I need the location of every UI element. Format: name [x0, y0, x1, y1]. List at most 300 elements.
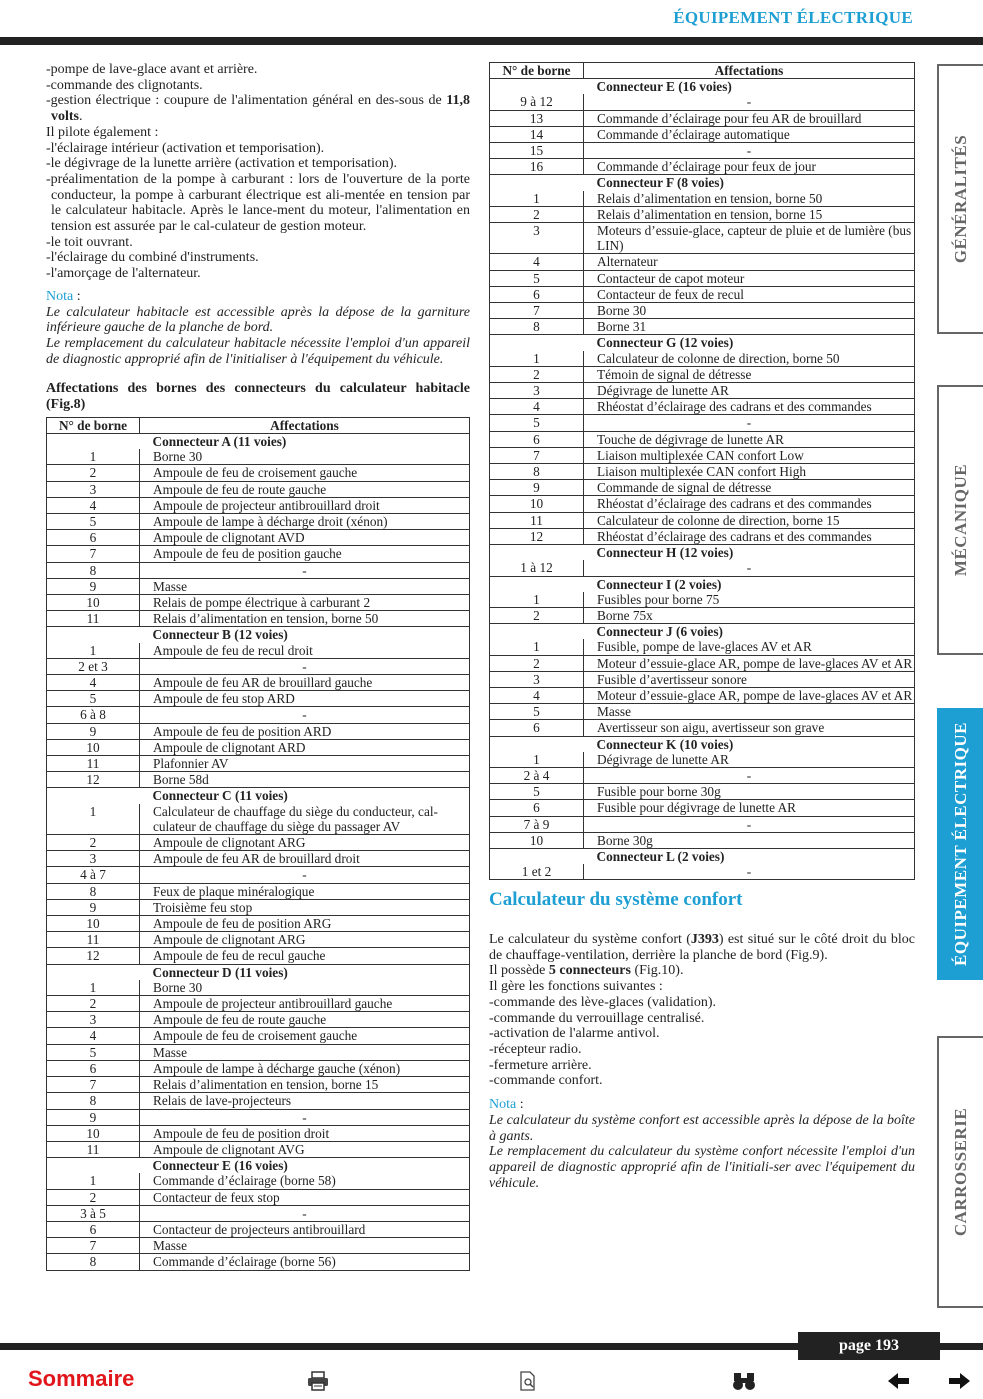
table-row: [47, 1028, 470, 1044]
table-row: [490, 270, 915, 286]
table-row: [47, 932, 470, 948]
affectation: Ampoule de clignotant AVG: [140, 1141, 470, 1157]
connector-group-row: [490, 736, 915, 752]
side-tab-equipement-electrique[interactable]: ÉQUIPEMENT ÉLECTRIQUE: [937, 708, 983, 980]
borne-number: 1: [490, 191, 584, 207]
table-row: [490, 687, 915, 703]
affectation: Ampoule de feu de position gauche: [140, 546, 470, 562]
borne-number: 1: [47, 1173, 140, 1189]
table-row: [490, 206, 915, 222]
connector-name: Connecteur A (11 voies): [152, 433, 287, 449]
connector-name: Connecteur C (11 voies): [152, 788, 288, 804]
right-column: [489, 62, 915, 1191]
connector-name: Connecteur F (8 voies): [596, 175, 724, 191]
affectation: -: [584, 415, 915, 431]
borne-number: 10: [490, 496, 584, 512]
search-document-icon[interactable]: [517, 1370, 543, 1392]
borne-number: 2: [490, 607, 584, 623]
affectation: Relais de pompe électrique à carburant 2: [140, 595, 470, 611]
table-row: [490, 752, 915, 768]
printer-icon[interactable]: [306, 1370, 332, 1392]
side-tab-mecanique[interactable]: MÉCANIQUE: [937, 385, 983, 655]
connector-group-row: [490, 335, 915, 351]
borne-number: 5: [47, 1044, 140, 1060]
affectation: Ampoule de feu de position ARD: [140, 723, 470, 739]
affectation: Ampoule de feu de croisement gauche: [140, 465, 470, 481]
affectation: Rhéostat d’éclairage des cadrans et des commandes: [584, 496, 915, 512]
borne-number: 1: [47, 449, 140, 465]
affectation: Relais d’alimentation en tension, borne 50: [140, 611, 470, 627]
connector-group-row: [47, 627, 470, 643]
table-row: [490, 191, 915, 207]
borne-number: 2: [490, 366, 584, 382]
nota-1-line-2: Le remplacement du calculateur habitacle nécessite l'emploi d'un appareil de diagnostic approprié afin de l'initialiser à l'équipement du véhicule.: [46, 335, 470, 367]
table-row: [47, 658, 470, 674]
borne-number: 1: [490, 752, 584, 768]
confort-line: -récepteur radio.: [489, 1041, 582, 1057]
borne-number: 3: [47, 1012, 140, 1028]
affectation: -: [140, 658, 470, 674]
affectation: Fusible, pompe de lave-glaces AV et AR: [584, 639, 915, 655]
table-row: [490, 720, 915, 736]
table-row: [490, 816, 915, 832]
intro-line: -pompe de lave-glace avant et arrière.: [46, 62, 258, 77]
table-row: [490, 864, 915, 880]
borne-number: 11: [47, 1141, 140, 1157]
borne-number: 11: [490, 512, 584, 528]
intro-line: -préalimentation de la pompe à carburant : lors de l'ouverture de la porte conducteur, la pompe à carburant électrique est ali-mentée en tension par le calculateur habitacle. Après le lance-ment du moteur, l'alimentation en tension est assurée par le cal-culateur de gestion moteur.: [46, 171, 470, 235]
table-row: [47, 1012, 470, 1028]
affectation: Relais de lave-projecteurs: [140, 1093, 470, 1109]
affectation: Commande d’éclairage (borne 58): [140, 1173, 470, 1189]
borne-number: 7: [490, 303, 584, 319]
affectation: Relais d’alimentation en tension, borne 15: [140, 1077, 470, 1093]
table-row: [47, 1205, 470, 1221]
confort-para-2: Il possède 5 connecteurs (Fig.10).: [489, 963, 684, 979]
header-title: ÉQUIPEMENT ÉLECTRIQUE: [673, 8, 913, 27]
intro-line: Il pilote également :: [46, 124, 159, 140]
borne-number: 4: [47, 497, 140, 513]
affectation: -: [140, 1109, 470, 1125]
borne-number: 3: [490, 383, 584, 399]
connector-group-row: [47, 1158, 470, 1174]
connector-group-row: [490, 545, 915, 561]
table-row: [47, 980, 470, 996]
borne-number: 3: [47, 851, 140, 867]
borne-number: 5: [490, 415, 584, 431]
arrow-left-icon[interactable]: [886, 1370, 912, 1392]
affectation: Masse: [140, 578, 470, 594]
borne-number: 3 à 5: [47, 1205, 140, 1221]
affectation: Contacteur de capot moteur: [584, 270, 915, 286]
affectation: Relais d’alimentation en tension, borne 15: [584, 206, 915, 222]
table-row: [47, 1077, 470, 1093]
borne-number: 1: [47, 980, 140, 996]
table-row: [47, 867, 470, 883]
table-row: [490, 767, 915, 783]
affectation: Calculateur de chauffage du siège du conducteur, cal-culateur de chauffage du siège du passager AV: [140, 804, 470, 835]
connector-group-row: [47, 433, 470, 449]
borne-number: 9: [47, 723, 140, 739]
binoculars-icon[interactable]: [731, 1370, 757, 1392]
affectation: Contacteur de feux stop: [140, 1189, 470, 1205]
table-row: [490, 223, 915, 254]
borne-number: 10: [47, 739, 140, 755]
affectation: Fusible pour borne 30g: [584, 784, 915, 800]
table-row: [47, 739, 470, 755]
affectation: Avertisseur son aigu, avertisseur son grave: [584, 720, 915, 736]
borne-number: 2: [47, 835, 140, 851]
borne-number: 4: [490, 254, 584, 270]
side-tab-generalites[interactable]: GÉNÉRALITÉS: [937, 64, 983, 334]
affectation: Ampoule de clignotant AVD: [140, 530, 470, 546]
borne-number: 4: [490, 687, 584, 703]
connector-group-row: [490, 624, 915, 640]
affectation: Ampoule de projecteur antibrouillard droit: [140, 497, 470, 513]
borne-number: 8: [490, 319, 584, 335]
table-row: [47, 835, 470, 851]
table-row: [47, 675, 470, 691]
confort-line: -activation de l'alarme antivol.: [489, 1026, 660, 1042]
connector-group-row: [490, 576, 915, 592]
confort-line: -commande des lève-glaces (validation).: [489, 994, 717, 1010]
affectation: Contacteur de feux de recul: [584, 286, 915, 302]
table-row: [490, 607, 915, 623]
affectation: -: [584, 143, 915, 159]
table-row: [490, 431, 915, 447]
affectation: Ampoule de feu de position ARG: [140, 916, 470, 932]
sommaire-link[interactable]: Sommaire: [28, 1366, 135, 1391]
borne-number: 4: [490, 399, 584, 415]
affectation: Témoin de signal de détresse: [584, 366, 915, 382]
borne-number: 14: [490, 126, 584, 142]
connector-name: Connecteur G (12 voies): [596, 335, 734, 351]
connector-name: Connecteur E (16 voies): [596, 79, 732, 95]
connector-table-right: [489, 62, 915, 880]
affectation: Moteurs d’essuie-glace, capteur de pluie et de lumière (bus LIN): [584, 223, 915, 254]
col-header-affectations: Affectations: [140, 417, 470, 433]
table-row: [47, 1221, 470, 1237]
affectation: Masse: [140, 1044, 470, 1060]
borne-number: 6: [47, 1060, 140, 1076]
affectation: Relais d’alimentation en tension, borne 50: [584, 191, 915, 207]
borne-number: 9: [490, 480, 584, 496]
table-row: [47, 1109, 470, 1125]
borne-number: 12: [490, 528, 584, 544]
table-row: [47, 948, 470, 964]
borne-number: 1: [490, 351, 584, 367]
table-row: [47, 1238, 470, 1254]
table-row: [490, 143, 915, 159]
affectation: Fusible pour dégivrage de lunette AR: [584, 800, 915, 816]
affectation: Commande d’éclairage pour feux de jour: [584, 159, 915, 175]
confort-section-title: Calculateur du système confort: [489, 889, 743, 911]
table-row: [47, 546, 470, 562]
table-row: [47, 1189, 470, 1205]
borne-number: 13: [490, 110, 584, 126]
borne-number: 2: [490, 655, 584, 671]
table-row: [47, 562, 470, 578]
affectation: Ampoule de feu de croisement gauche: [140, 1028, 470, 1044]
table-row: [490, 447, 915, 463]
table-row: [47, 1254, 470, 1270]
confort-line: -commande confort.: [489, 1073, 603, 1089]
connector-group-row: [47, 964, 470, 980]
borne-number: 10: [47, 1125, 140, 1141]
borne-number: 10: [47, 595, 140, 611]
confort-line: Il gère les fonctions suivantes :: [489, 979, 663, 995]
affectation: Borne 30: [140, 980, 470, 996]
col-header-affectations: Affectations: [584, 63, 915, 79]
connector-name: Connecteur K (10 voies): [596, 736, 734, 752]
connector-name: Connecteur D (11 voies): [152, 964, 288, 980]
affectation: -: [584, 94, 915, 110]
nota-2-label: Nota: [489, 1097, 517, 1113]
col-header-borne: N° de borne: [47, 417, 140, 433]
borne-number: 11: [47, 932, 140, 948]
affectation: Ampoule de feu de recul gauche: [140, 948, 470, 964]
borne-number: 1 à 12: [490, 560, 584, 576]
intro-line: -l'éclairage intérieur (activation et temporisation).: [46, 140, 325, 156]
borne-number: 7: [47, 1238, 140, 1254]
table-row: [490, 800, 915, 816]
affectation: Ampoule de lampe à décharge gauche (xénon): [140, 1060, 470, 1076]
affectation: -: [140, 867, 470, 883]
nota-2-line-1: Le calculateur du système confort est accessible après la dépose de la boîte à gants.: [489, 1112, 915, 1144]
affectation: Feux de plaque minéralogique: [140, 883, 470, 899]
affectation: Borne 75x: [584, 607, 915, 623]
affectation: Troisième feu stop: [140, 899, 470, 915]
table-row: [47, 1093, 470, 1109]
connector-group-row: [490, 175, 915, 191]
borne-number: 6: [47, 530, 140, 546]
intro-line: -gestion électrique : coupure de l'alimentation général en des-sous de 11,8 volts.: [46, 93, 470, 125]
affectation: Ampoule de clignotant ARD: [140, 739, 470, 755]
table-row: [47, 595, 470, 611]
borne-number: 6 à 8: [47, 707, 140, 723]
borne-number: 2: [47, 1189, 140, 1205]
borne-number: 9: [47, 899, 140, 915]
table-row: [490, 639, 915, 655]
arrow-right-icon[interactable]: [946, 1370, 972, 1392]
affectation: Ampoule de lampe à décharge droit (xénon): [140, 513, 470, 529]
borne-number: 2 et 3: [47, 658, 140, 674]
borne-number: 6: [490, 286, 584, 302]
table-row: [47, 643, 470, 659]
table-row: [47, 449, 470, 465]
table-row: [490, 94, 915, 110]
affectation: Ampoule de feu AR de brouillard gauche: [140, 675, 470, 691]
borne-number: 16: [490, 159, 584, 175]
table-row: [490, 254, 915, 270]
table-row: [490, 319, 915, 335]
borne-number: 4: [47, 675, 140, 691]
confort-body: [489, 932, 915, 1089]
table-row: [47, 1141, 470, 1157]
connector-name: Connecteur H (12 voies): [596, 545, 734, 561]
table-row: [47, 916, 470, 932]
affectation: -: [140, 562, 470, 578]
borne-number: 11: [47, 756, 140, 772]
intro-line: -commande des clignotants.: [46, 77, 203, 93]
borne-number: 12: [47, 772, 140, 788]
confort-line: -commande du verrouillage centralisé.: [489, 1010, 705, 1026]
table-row: [490, 480, 915, 496]
nota-1-heading: Nota :: [46, 288, 81, 304]
table-row: [47, 465, 470, 481]
affectation: Moteur d’essuie-glace AR, pompe de lave-glaces AV et AR: [584, 687, 915, 703]
borne-number: 3: [490, 223, 584, 254]
affectation: Borne 30g: [584, 832, 915, 848]
borne-number: 3: [490, 671, 584, 687]
table-row: [490, 126, 915, 142]
table-row: [47, 1060, 470, 1076]
intro-line: -l'amorçage de l'alternateur.: [46, 266, 201, 282]
col-header-borne: N° de borne: [490, 63, 584, 79]
affectation: Liaison multiplexée CAN confort High: [584, 464, 915, 480]
affectation: Commande d’éclairage automatique: [584, 126, 915, 142]
affectation: Borne 58d: [140, 772, 470, 788]
table-row: [490, 110, 915, 126]
borne-number: 6: [490, 800, 584, 816]
affectation: Ampoule de clignotant ARG: [140, 932, 470, 948]
table-row: [490, 592, 915, 608]
affectation: Contacteur de projecteurs antibrouillard: [140, 1221, 470, 1237]
affectation: Plafonnier AV: [140, 756, 470, 772]
affectation: Ampoule de projecteur antibrouillard gauche: [140, 996, 470, 1012]
borne-number: 4: [47, 1028, 140, 1044]
table-row: [490, 496, 915, 512]
affectation: Ampoule de feu de recul droit: [140, 643, 470, 659]
borne-number: 1: [490, 639, 584, 655]
connector-group-row: [490, 848, 915, 864]
table-row: [47, 883, 470, 899]
borne-number: 6: [490, 720, 584, 736]
affectation: Liaison multiplexée CAN confort Low: [584, 447, 915, 463]
borne-number: 6: [47, 1221, 140, 1237]
borne-number: 8: [490, 464, 584, 480]
affectation: Rhéostat d’éclairage des cadrans et des commandes: [584, 399, 915, 415]
connector-name: Connecteur I (2 voies): [596, 576, 722, 592]
affectation: Masse: [584, 704, 915, 720]
borne-number: 5: [490, 704, 584, 720]
affectation: Borne 30: [140, 449, 470, 465]
affectation: -: [140, 707, 470, 723]
nota-1-line-1: Le calculateur habitacle est accessible après la dépose de la garniture inférieure gauche de la planche de bord.: [46, 304, 470, 336]
table-row: [47, 481, 470, 497]
table-row: [47, 804, 470, 835]
table-row: [490, 303, 915, 319]
affectation: Borne 31: [584, 319, 915, 335]
intro-line: -le dégivrage de la lunette arrière (activation et temporisation).: [46, 156, 398, 172]
affectation: Calculateur de colonne de direction, borne 15: [584, 512, 915, 528]
affectation: Commande d’éclairage (borne 56): [140, 1254, 470, 1270]
table-row: [47, 756, 470, 772]
borne-number: 1: [490, 592, 584, 608]
borne-number: 11: [47, 611, 140, 627]
table-row: [47, 513, 470, 529]
connector-group-row: [47, 788, 470, 804]
borne-number: 9: [47, 1109, 140, 1125]
borne-number: 10: [47, 916, 140, 932]
affectation: Ampoule de feu de position droit: [140, 1125, 470, 1141]
borne-number: 2: [47, 996, 140, 1012]
table-row: [47, 1044, 470, 1060]
table-row: [490, 464, 915, 480]
affectation: Dégivrage de lunette AR: [584, 752, 915, 768]
affectation: Fusible d’avertisseur sonore: [584, 671, 915, 687]
borne-number: 2: [47, 465, 140, 481]
affectation: Moteur d’essuie-glace AR, pompe de lave-glaces AV et AR: [584, 655, 915, 671]
section-title: Affectations des bornes des connecteurs du calculateur habitacle (Fig.8): [46, 381, 470, 413]
side-tab-carrosserie[interactable]: CARROSSERIE: [937, 1036, 983, 1308]
affectation: Dégivrage de lunette AR: [584, 383, 915, 399]
connector-name: Connecteur J (6 voies): [596, 624, 723, 640]
affectation: Borne 30: [584, 303, 915, 319]
table-row: [490, 671, 915, 687]
affectation: -: [584, 864, 915, 880]
affectation: Ampoule de feu stop ARD: [140, 691, 470, 707]
table-row: [490, 415, 915, 431]
table-row: [47, 497, 470, 513]
confort-para-1: Le calculateur du système confort (J393) est situé sur le côté droit du bloc de chauffage-ventilation, derrière la planche de bord (Fig.9).: [489, 932, 916, 963]
table-row: [490, 286, 915, 302]
table-row: [490, 655, 915, 671]
affectation: Rhéostat d’éclairage des cadrans et des commandes: [584, 528, 915, 544]
borne-number: 10: [490, 832, 584, 848]
table-row: [47, 691, 470, 707]
affectation: -: [584, 767, 915, 783]
affectation: Calculateur de colonne de direction, borne 50: [584, 351, 915, 367]
intro-line: -le toit ouvrant.: [46, 234, 133, 250]
table-row: [490, 832, 915, 848]
nota-2-heading: Nota :: [489, 1097, 524, 1113]
table-row: [47, 996, 470, 1012]
intro-list: [46, 62, 470, 282]
table-row: [490, 383, 915, 399]
connector-name: Connecteur E (16 voies): [152, 1158, 288, 1174]
table-row: [490, 512, 915, 528]
borne-number: 1 et 2: [490, 864, 584, 880]
affectation: Commande d’éclairage pour feu AR de brouillard: [584, 110, 915, 126]
table-row: [490, 399, 915, 415]
table-row: [490, 366, 915, 382]
header-bar: [0, 37, 983, 45]
table-row: [47, 899, 470, 915]
borne-number: 2 à 4: [490, 767, 584, 783]
table-row: [47, 723, 470, 739]
connector-table-left: [46, 417, 470, 1271]
borne-number: 2: [490, 206, 584, 222]
affectation: Masse: [140, 1238, 470, 1254]
connector-group-row: [490, 79, 915, 95]
table-row: [490, 704, 915, 720]
connector-name: Connecteur L (2 voies): [596, 848, 725, 864]
affectation: Alternateur: [584, 254, 915, 270]
borne-number: 8: [47, 1093, 140, 1109]
table-row: [47, 611, 470, 627]
affectation: Ampoule de feu AR de brouillard droit: [140, 851, 470, 867]
borne-number: 12: [47, 948, 140, 964]
page-number: page 193: [798, 1332, 940, 1360]
affectation: Ampoule de feu de route gauche: [140, 481, 470, 497]
table-row: [47, 578, 470, 594]
affectation: Ampoule de clignotant ARG: [140, 835, 470, 851]
table-row: [47, 851, 470, 867]
table-row: [490, 159, 915, 175]
table-row: [490, 351, 915, 367]
nota-1-label: Nota: [46, 288, 74, 304]
